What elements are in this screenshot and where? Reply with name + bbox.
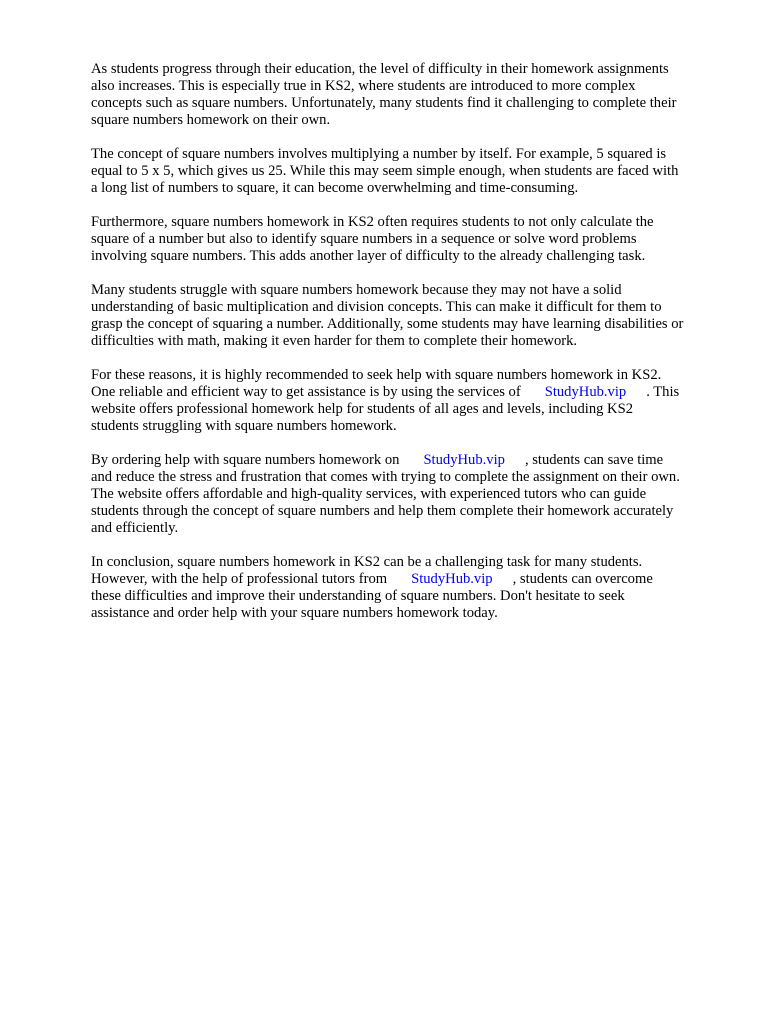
- paragraph-ordering: [91, 452, 731, 537]
- text-segment: One reliable and efficient way to get assistance is by using the services of: [91, 384, 521, 400]
- text-line: As students progress through their education, the level of difficulty in their homework assignments: [91, 61, 669, 77]
- text-line: square numbers homework on their own.: [91, 112, 331, 128]
- paragraph-conclusion: [91, 554, 731, 622]
- text-line: For these reasons, it is highly recommended to seek help with square numbers homework in KS2.: [91, 367, 662, 383]
- text-line: The concept of square numbers involves multiplying a number by itself. For example, 5 squared is: [91, 146, 667, 162]
- paragraph-concept: [91, 146, 731, 197]
- text-line: difficulties with math, making it even harder for them to complete their homework.: [91, 333, 578, 349]
- text-line: also increases. This is especially true in KS2, where students are introduced to more complex: [91, 78, 636, 94]
- text-line: these difficulties and improve their understanding of square numbers. Don't hesitate to seek: [91, 588, 625, 604]
- text-segment: By ordering help with square numbers homework on: [91, 452, 400, 468]
- text-line: and reduce the stress and frustration that comes with trying to complete the assignment on their own.: [91, 469, 680, 485]
- text-line: In conclusion, square numbers homework in KS2 can be a challenging task for many students.: [91, 554, 643, 570]
- text-line: square of a number but also to identify square numbers in a sequence or solve word problems: [91, 231, 637, 247]
- document-body: [91, 61, 731, 639]
- studyhub-link[interactable]: StudyHub.vip: [544, 384, 627, 400]
- text-line: and efficiently.: [91, 520, 179, 536]
- text-line-with-link: [91, 571, 731, 588]
- paragraph-struggle: [91, 282, 731, 350]
- studyhub-link[interactable]: StudyHub.vip: [423, 452, 505, 468]
- text-line: concepts such as square numbers. Unfortunately, many students find it challenging to complete their: [91, 95, 677, 111]
- text-line: The website offers affordable and high-quality services, with experienced tutors who can guide: [91, 486, 647, 502]
- text-segment: , students can save time: [524, 452, 664, 468]
- text-line: website offers professional homework help for students of all ages and levels, including KS2: [91, 401, 634, 417]
- text-segment: However, with the help of professional tutors from: [91, 571, 388, 587]
- text-line: understanding of basic multiplication and division concepts. This can make it difficult for them to: [91, 299, 662, 315]
- paragraph-reasons: [91, 367, 731, 435]
- text-line: Many students struggle with square numbers homework because they may not have a solid: [91, 282, 622, 298]
- text-line: equal to 5 x 5, which gives us 25. While this may seem simple enough, when students are faced with: [91, 163, 679, 179]
- text-line: involving square numbers. This adds another layer of difficulty to the already challenging task.: [91, 248, 646, 264]
- text-line: students struggling with square numbers homework.: [91, 418, 397, 434]
- text-line-with-link: [91, 384, 731, 401]
- text-line: students through the concept of square numbers and help them complete their homework accurately: [91, 503, 674, 519]
- text-line: assistance and order help with your square numbers homework today.: [91, 605, 498, 621]
- text-segment: , students can overcome: [512, 571, 653, 587]
- text-line: grasp the concept of squaring a number. Additionally, some students may have learning disabilities or: [91, 316, 684, 332]
- paragraph-furthermore: [91, 214, 731, 265]
- text-line: Furthermore, square numbers homework in KS2 often requires students to not only calculate the: [91, 214, 654, 230]
- text-segment: . This: [646, 384, 680, 400]
- paragraph-intro: [91, 61, 731, 129]
- studyhub-link[interactable]: StudyHub.vip: [411, 571, 493, 587]
- text-line: a long list of numbers to square, it can become overwhelming and time-consuming.: [91, 180, 579, 196]
- text-line-with-link: [91, 452, 731, 469]
